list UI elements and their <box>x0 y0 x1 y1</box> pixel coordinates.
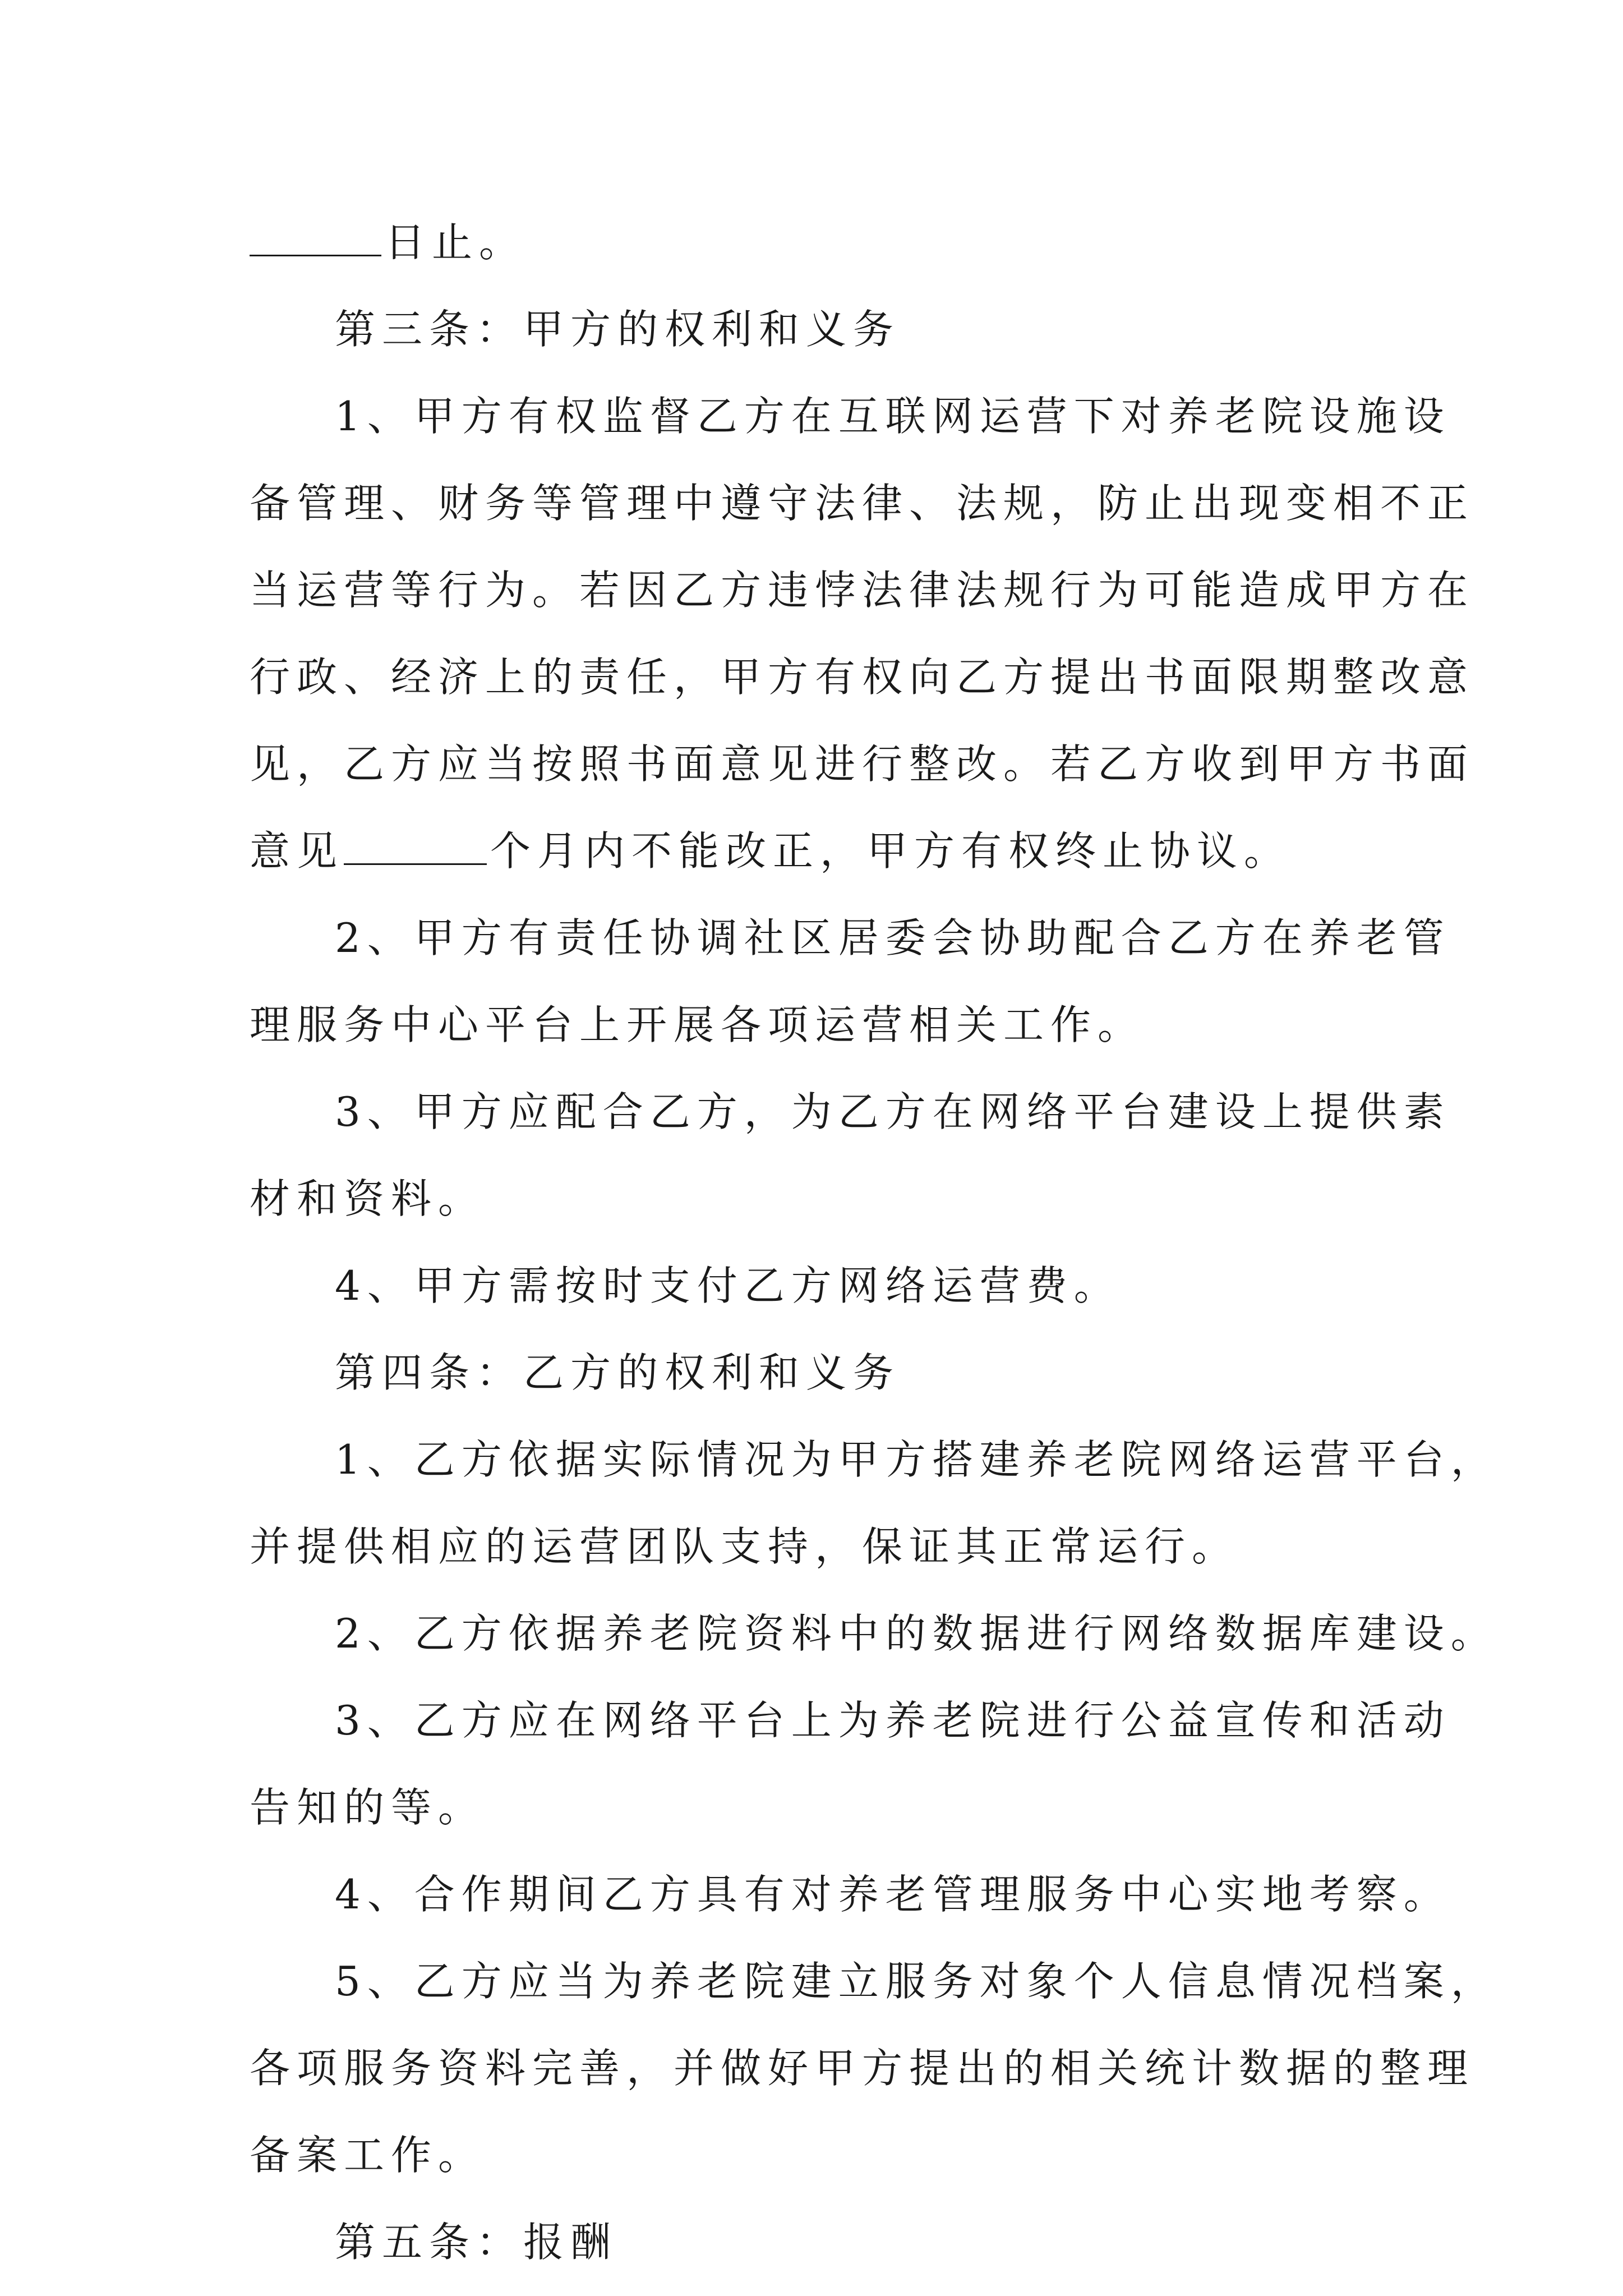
document-page <box>250 199 1498 2286</box>
article-5-heading: 第五条：报酬 <box>335 2219 618 2266</box>
text-line: 当运营等行为。若因乙方违悖法律法规行为可能造成甲方在 <box>250 567 1475 614</box>
text-line: 材和资料。 <box>250 1175 486 1222</box>
text-line: 理服务中心平台上开展各项运营相关工作。 <box>250 1001 1145 1048</box>
text-line: 2、甲方有责任协调社区居委会协助配合乙方在养老管 <box>335 914 1451 961</box>
article-3-heading: 第三条：甲方的权利和义务 <box>335 306 901 353</box>
text-line: 告知的等。 <box>250 1784 486 1831</box>
fill-in-blank <box>344 823 487 865</box>
fill-in-blank <box>250 214 381 256</box>
text-line-content: 个月内不能改正，甲方有权终止协议。 <box>490 827 1292 875</box>
text-line: 备管理、财务等管理中遵守法律、法规，防止出现变相不正 <box>250 480 1475 527</box>
text-line <box>250 808 1405 895</box>
text-line: 2、乙方依据养老院资料中的数据进行网络数据库建设。 <box>335 1610 1498 1657</box>
text-line-content: 日止。 <box>385 219 527 266</box>
text-line: 4、甲方需按时支付乙方网络运营费。 <box>335 1262 1121 1309</box>
text-line: 见，乙方应当按照书面意见进行整改。若乙方收到甲方书面 <box>250 740 1475 788</box>
text-line-content: 意见 <box>250 827 344 875</box>
text-line: 4、合作期间乙方具有对养老管理服务中心实地考察。 <box>335 1871 1451 1918</box>
text-line: 5、乙方应当为养老院建立服务对象个人信息情况档案， <box>335 1958 1498 2005</box>
text-line: 1、乙方依据实际情况为甲方搭建养老院网络运营平台， <box>335 1436 1498 1483</box>
text-line: 备案工作。 <box>250 2132 486 2179</box>
text-line: 并提供相应的运营团队支持，保证其正常运行。 <box>250 1523 1239 1570</box>
text-line <box>250 199 1405 286</box>
article-4-heading: 第四条：乙方的权利和义务 <box>335 1349 901 1396</box>
text-line: 行政、经济上的责任，甲方有权向乙方提出书面限期整改意 <box>250 654 1475 701</box>
text-line: 1、甲方有权监督乙方在互联网运营下对养老院设施设 <box>335 393 1451 440</box>
text-line: 各项服务资料完善，并做好甲方提出的相关统计数据的整理 <box>250 2045 1475 2092</box>
text-line: 3、甲方应配合乙方，为乙方在网络平台建设上提供素 <box>335 1088 1451 1135</box>
text-line: 3、乙方应在网络平台上为养老院进行公益宣传和活动 <box>335 1697 1451 1744</box>
